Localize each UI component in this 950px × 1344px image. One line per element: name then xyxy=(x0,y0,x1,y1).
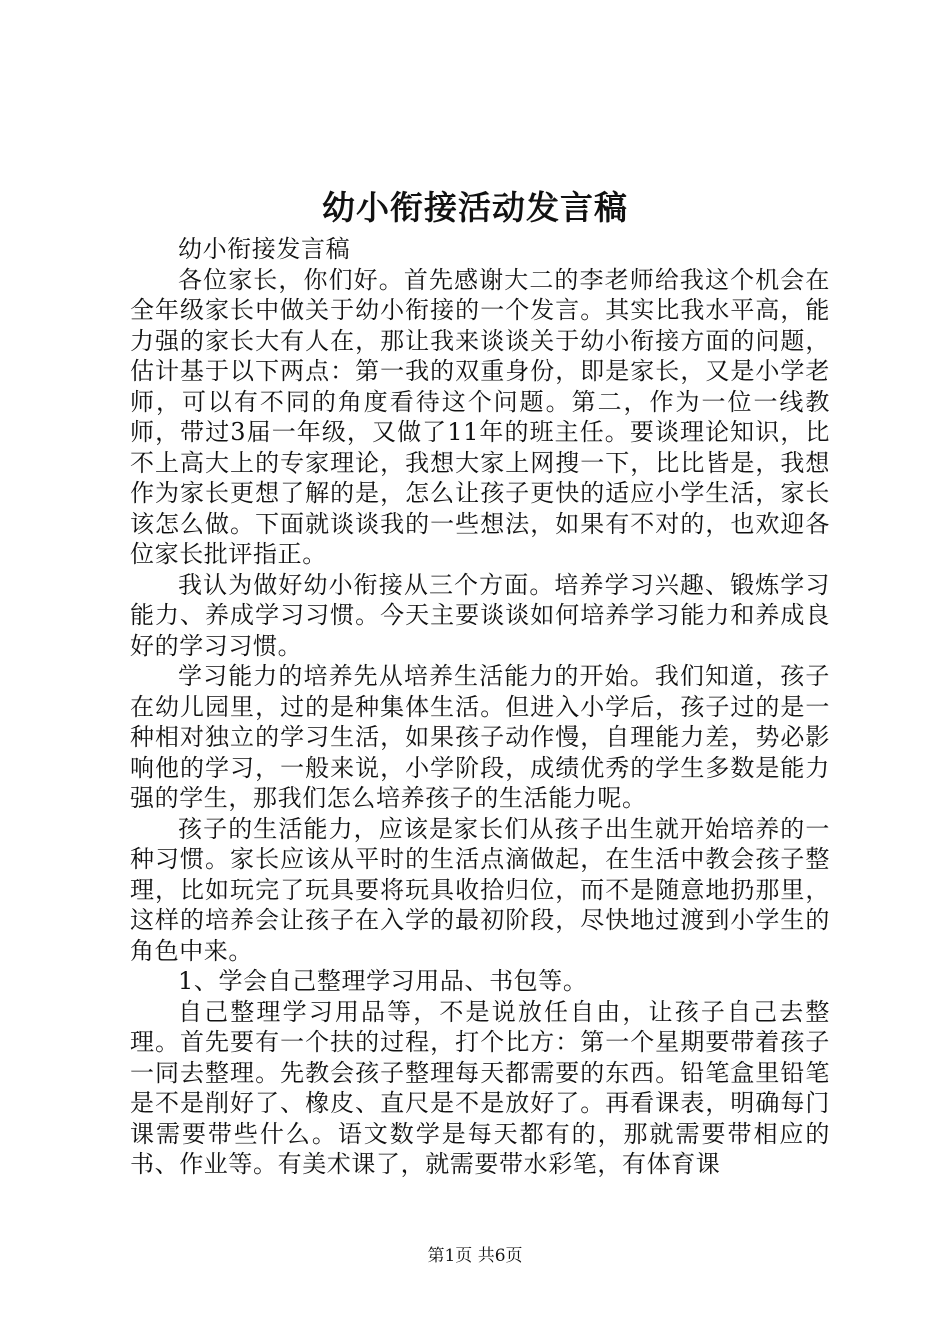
paragraph-greeting: 各位家长，你们好。首先感谢大二的李老师给我这个机会在全年级家长中做关于幼小衔接的一个发言。其实比我水平高，能力强的家长大有人在，那让我来谈谈关于幼小衔接方面的问题，估计基于以下两点：第一我的双重身份，即是家长，又是小学老师，可以有不同的角度看待这个问题。第二，作为一位一线教师，带过3届一年级，又做了11年的班主任。要谈理论知识，比不上高大上的专家理论，我想大家上网搜一下，比比皆是，我想作为家长更想了解的是，怎么让孩子更快的适应小学生活，家长该怎么做。下面就谈谈我的一些想法，如果有不对的，也欢迎各位家长批评指正。 xyxy=(130,265,830,568)
paragraph-learning-ability: 学习能力的培养先从培养生活能力的开始。我们知道，孩子在幼儿园里，过的是种集体生活。但进入小学后，孩子过的是一种相对独立的学习生活，如果孩子动作慢，自理能力差，势必影响他的学习，一般来说，小学阶段，成绩优秀的学生多数是能力强的学生，那我们怎么培养孩子的生活能力呢。 xyxy=(130,662,830,812)
document-body xyxy=(130,234,830,1180)
paragraph-life-ability: 孩子的生活能力，应该是家长们从孩子出生就开始培养的一种习惯。家长应该从平时的生活点滴做起，在生活中教会孩子整理，比如玩完了玩具要将玩具收拾归位，而不是随意地扔那里，这样的培养会让孩子在入学的最初阶段，尽快地过渡到小学生的角色中来。 xyxy=(130,814,830,965)
paragraph-organizing: 自己整理学习用品等，不是说放任自由，让孩子自己去整理。首先要有一个扶的过程，打个比方：第一个星期要带着孩子一同去整理。先教会孩子整理每天都需要的东西。铅笔盒里铅笔是不是削好了、橡皮、直尺是不是放好了。再看课表，明确每门课需要带些什么。语文数学是每天都有的，那就需要带相应的书、作业等。有美术课了，就需要带水彩笔，有体育课 xyxy=(130,997,830,1178)
paragraph-three-aspects: 我认为做好幼小衔接从三个方面。培养学习兴趣、锻炼学习能力、养成学习习惯。今天主要谈谈如何培养学习能力和养成良好的学习习惯。 xyxy=(130,570,830,660)
paragraph-subtitle: 幼小衔接发言稿 xyxy=(178,235,351,263)
document-title: 幼小衔接活动发言稿 xyxy=(322,188,628,227)
paragraph-section-heading-1: 1、学会自己整理学习用品、书包等。 xyxy=(178,967,588,995)
page-footer: 第1页 共6页 xyxy=(427,1246,523,1266)
